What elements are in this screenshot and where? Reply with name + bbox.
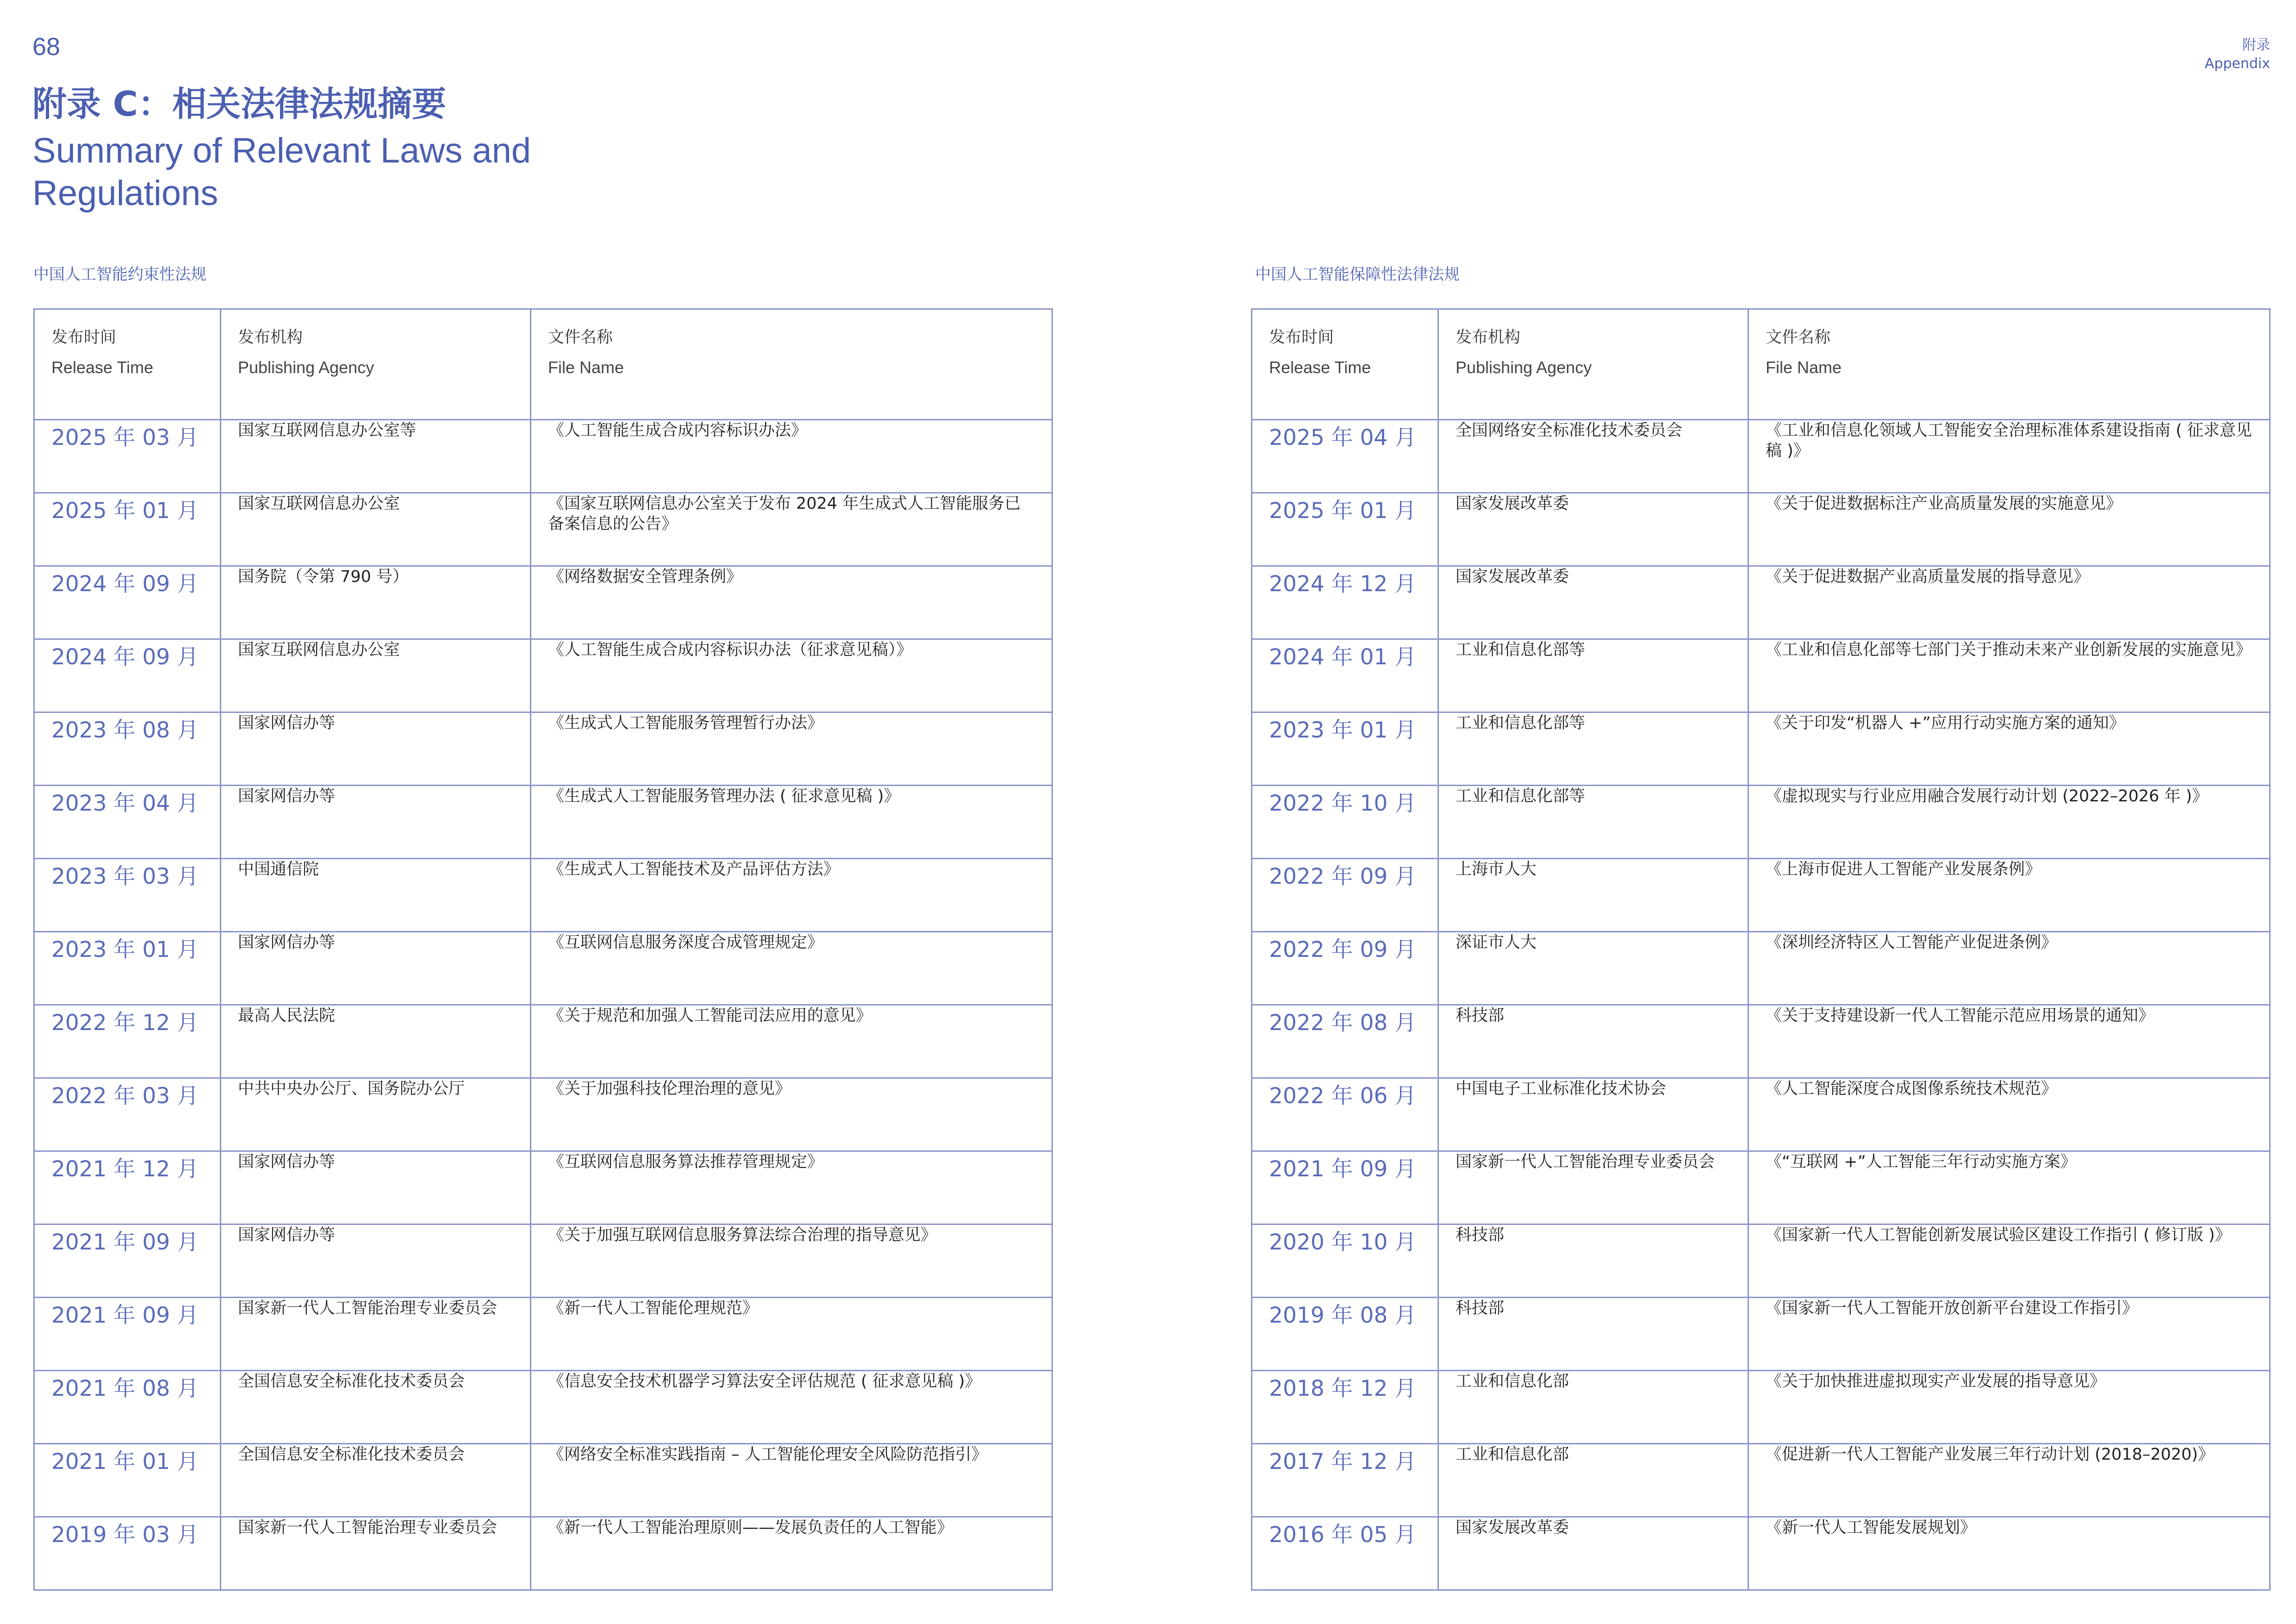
file-name-cell: 《互联网信息服务算法推荐管理规定》	[531, 1151, 1052, 1224]
file-name-cell: 《关于印发“机器人 +”应用行动实施方案的通知》	[1748, 712, 2270, 786]
file-name-cell: 《关于加强科技伦理治理的意见》	[531, 1078, 1052, 1151]
release-time-header-en: Release Time	[51, 358, 154, 377]
publishing-agency-cell: 工业和信息化部等	[1438, 639, 1748, 712]
release-time-cell: 2023 年 03 月	[34, 859, 221, 932]
table-row	[1252, 1444, 2270, 1517]
table-row	[1252, 932, 2270, 1005]
release-time-cell: 2024 年 01 月	[1252, 639, 1438, 712]
publishing-agency-cell: 国家网信办等	[221, 932, 531, 1005]
publishing-agency-cell: 国家发展改革委	[1438, 1517, 1748, 1590]
table-row	[34, 1151, 1052, 1224]
file-name-cell: 《互联网信息服务深度合成管理规定》	[531, 932, 1052, 1005]
publishing-agency-cell: 中国电子工业标准化技术协会	[1438, 1078, 1748, 1151]
table-row	[1252, 859, 2270, 932]
publishing-agency-cell: 国家互联网信息办公室等	[221, 420, 531, 493]
release-time-cell: 2023 年 01 月	[1252, 712, 1438, 786]
release-time-cell: 2025 年 01 月	[1252, 493, 1438, 566]
file-name-cell: 《国家互联网信息办公室关于发布 2024 年生成式人工智能服务已备案信息的公告》	[531, 493, 1052, 566]
release-time-cell: 2019 年 03 月	[34, 1517, 221, 1590]
release-time-cell: 2021 年 12 月	[34, 1151, 221, 1224]
file-name-cell: 《生成式人工智能服务管理暂行办法》	[531, 712, 1052, 786]
release-time-cell: 2022 年 09 月	[1252, 859, 1438, 932]
release-time-cell: 2023 年 08 月	[34, 712, 221, 786]
publishing-agency-cell: 科技部	[1438, 1224, 1748, 1298]
publishing-agency-cell: 全国网络安全标准化技术委员会	[1438, 420, 1748, 493]
file-name-cell: 《网络安全标准实践指南 – 人工智能伦理安全风险防范指引》	[531, 1444, 1052, 1517]
publishing-agency-cell: 国家发展改革委	[1438, 566, 1748, 639]
file-name-cell: 《上海市促进人工智能产业发展条例》	[1748, 859, 2270, 932]
file-name-cell: 《促进新一代人工智能产业发展三年行动计划 (2018–2020)》	[1748, 1444, 2270, 1517]
file-name-cell: 《人工智能深度合成图像系统技术规范》	[1748, 1078, 2270, 1151]
release-time-cell: 2019 年 08 月	[1252, 1298, 1438, 1371]
table-row	[34, 566, 1052, 639]
table-row	[34, 1005, 1052, 1078]
publishing-agency-header	[221, 309, 531, 420]
release-time-header-cn: 发布时间	[51, 328, 117, 347]
file-name-cell: 《工业和信息化部等七部门关于推动未来产业创新发展的实施意见》	[1748, 639, 2270, 712]
table-row	[34, 786, 1052, 859]
file-name-cell: 《深圳经济特区人工智能产业促进条例》	[1748, 932, 2270, 1005]
file-name-cell: 《网络数据安全管理条例》	[531, 566, 1052, 639]
release-time-cell: 2018 年 12 月	[1252, 1371, 1438, 1444]
release-time-cell: 2023 年 01 月	[34, 932, 221, 1005]
file-name-cell: 《信息安全技术机器学习算法安全评估规范 ( 征求意见稿 )》	[531, 1371, 1052, 1444]
publishing-agency-cell: 国家发展改革委	[1438, 493, 1748, 566]
release-time-cell: 2021 年 01 月	[34, 1444, 221, 1517]
page-title-en: Summary of Relevant Laws and Regulations	[32, 131, 531, 213]
publishing-agency-cell: 国务院（令第 790 号）	[221, 566, 531, 639]
release-time-cell: 2023 年 04 月	[34, 786, 221, 859]
file-name-cell: 《关于规范和加强人工智能司法应用的意见》	[531, 1005, 1052, 1078]
table-row	[1252, 566, 2270, 639]
file-name-cell: 《新一代人工智能伦理规范》	[531, 1298, 1052, 1371]
release-time-cell: 2025 年 01 月	[34, 493, 221, 566]
release-time-cell: 2016 年 05 月	[1252, 1517, 1438, 1590]
file-name-header-en: File Name	[1766, 358, 1842, 377]
table-row	[1252, 1517, 2270, 1590]
left-section-label: 中国人工智能约束性法规	[33, 265, 206, 284]
release-time-cell: 2022 年 09 月	[1252, 932, 1438, 1005]
publishing-agency-cell: 工业和信息化部等	[1438, 786, 1748, 859]
publishing-agency-cell: 科技部	[1438, 1298, 1748, 1371]
table-row	[34, 859, 1052, 932]
release-time-cell: 2022 年 08 月	[1252, 1005, 1438, 1078]
file-name-cell: 《虚拟现实与行业应用融合发展行动计划 (2022–2026 年 )》	[1748, 786, 2270, 859]
table-row	[1252, 1224, 2270, 1298]
file-name-cell: 《新一代人工智能治理原则——发展负责任的人工智能》	[531, 1517, 1052, 1590]
publishing-agency-header-en: Publishing Agency	[1456, 358, 1592, 377]
file-name-cell: 《关于加强互联网信息服务算法综合治理的指导意见》	[531, 1224, 1052, 1298]
publishing-agency-cell: 全国信息安全标准化技术委员会	[221, 1371, 531, 1444]
publishing-agency-cell: 工业和信息化部等	[1438, 712, 1748, 786]
file-name-cell: 《人工智能生成合成内容标识办法（征求意见稿）》	[531, 639, 1052, 712]
file-name-cell: 《国家新一代人工智能创新发展试验区建设工作指引 ( 修订版 )》	[1748, 1224, 2270, 1298]
release-time-cell: 2025 年 03 月	[34, 420, 221, 493]
right-section-label: 中国人工智能保障性法律法规	[1255, 265, 1460, 284]
release-time-cell: 2021 年 09 月	[34, 1298, 221, 1371]
publishing-agency-cell: 中国通信院	[221, 859, 531, 932]
table-row	[1252, 1005, 2270, 1078]
release-time-header	[34, 309, 221, 420]
release-time-cell: 2024 年 09 月	[34, 639, 221, 712]
table-header-row	[34, 309, 1052, 420]
table-row	[34, 420, 1052, 493]
publishing-agency-header-en: Publishing Agency	[238, 358, 374, 377]
table-row	[34, 932, 1052, 1005]
publishing-agency-header-cn: 发布机构	[238, 328, 303, 347]
table-row	[34, 1371, 1052, 1444]
publishing-agency-cell: 深证市人大	[1438, 932, 1748, 1005]
file-name-header-cn: 文件名称	[548, 328, 613, 347]
appendix-tag	[2205, 36, 2270, 73]
file-name-cell: 《工业和信息化领域人工智能安全治理标准体系建设指南 ( 征求意见稿 )》	[1748, 420, 2270, 493]
file-name-cell: 《关于加快推进虚拟现实产业发展的指导意见》	[1748, 1371, 2270, 1444]
file-name-cell: 《国家新一代人工智能开放创新平台建设工作指引》	[1748, 1298, 2270, 1371]
file-name-header-cn: 文件名称	[1766, 328, 1831, 347]
release-time-header-en: Release Time	[1269, 358, 1371, 377]
table-row	[34, 712, 1052, 786]
publishing-agency-cell: 科技部	[1438, 1005, 1748, 1078]
support-regulations-table	[1251, 308, 2271, 1591]
file-name-cell: 《关于促进数据产业高质量发展的指导意见》	[1748, 566, 2270, 639]
publishing-agency-cell: 最高人民法院	[221, 1005, 531, 1078]
file-name-cell: 《生成式人工智能服务管理办法 ( 征求意见稿 )》	[531, 786, 1052, 859]
table-row	[1252, 1151, 2270, 1224]
publishing-agency-cell: 国家新一代人工智能治理专业委员会	[221, 1517, 531, 1590]
publishing-agency-cell: 工业和信息化部	[1438, 1371, 1748, 1444]
release-time-cell: 2022 年 06 月	[1252, 1078, 1438, 1151]
file-name-header-en: File Name	[548, 358, 624, 377]
publishing-agency-cell: 国家网信办等	[221, 1224, 531, 1298]
file-name-cell: 《“互联网 +”人工智能三年行动实施方案》	[1748, 1151, 2270, 1224]
publishing-agency-header-cn: 发布机构	[1456, 328, 1521, 347]
release-time-header-cn: 发布时间	[1269, 328, 1334, 347]
table-row	[34, 1444, 1052, 1517]
table-row	[34, 1517, 1052, 1590]
release-time-cell: 2021 年 09 月	[34, 1224, 221, 1298]
table-row	[1252, 786, 2270, 859]
table-row	[34, 1078, 1052, 1151]
table-row	[34, 1224, 1052, 1298]
publishing-agency-cell: 国家互联网信息办公室	[221, 493, 531, 566]
publishing-agency-cell: 国家网信办等	[221, 712, 531, 786]
table-row	[1252, 1078, 2270, 1151]
publishing-agency-header	[1438, 309, 1748, 420]
release-time-cell: 2021 年 09 月	[1252, 1151, 1438, 1224]
release-time-cell: 2024 年 12 月	[1252, 566, 1438, 639]
file-name-cell: 《关于促进数据标注产业高质量发展的实施意见》	[1748, 493, 2270, 566]
file-name-cell: 《新一代人工智能发展规划》	[1748, 1517, 2270, 1590]
table-row	[1252, 712, 2270, 786]
release-time-cell: 2022 年 12 月	[34, 1005, 221, 1078]
table-row	[34, 1298, 1052, 1371]
release-time-cell: 2025 年 04 月	[1252, 420, 1438, 493]
appendix-tag-en: Appendix	[2204, 56, 2270, 72]
publishing-agency-cell: 工业和信息化部	[1438, 1444, 1748, 1517]
table-row	[1252, 639, 2270, 712]
table-row	[1252, 1298, 2270, 1371]
file-name-cell: 《关于支持建设新一代人工智能示范应用场景的通知》	[1748, 1005, 2270, 1078]
publishing-agency-cell: 国家网信办等	[221, 786, 531, 859]
table-row	[1252, 1371, 2270, 1444]
release-time-header	[1252, 309, 1438, 420]
table-row	[1252, 420, 2270, 493]
table-row	[34, 639, 1052, 712]
constraint-regulations-table	[33, 308, 1053, 1591]
file-name-cell: 《生成式人工智能技术及产品评估方法》	[531, 859, 1052, 932]
release-time-cell: 2021 年 08 月	[34, 1371, 221, 1444]
publishing-agency-cell: 中共中央办公厅、国务院办公厅	[221, 1078, 531, 1151]
appendix-tag-cn: 附录	[2242, 37, 2270, 53]
page-title-cn: 附录 C：相关法律法规摘要	[32, 84, 447, 124]
publishing-agency-cell: 国家新一代人工智能治理专业委员会	[221, 1298, 531, 1371]
table-header-row	[1252, 309, 2270, 420]
publishing-agency-cell: 上海市人大	[1438, 859, 1748, 932]
publishing-agency-cell: 国家网信办等	[221, 1151, 531, 1224]
table-row	[34, 493, 1052, 566]
release-time-cell: 2020 年 10 月	[1252, 1224, 1438, 1298]
publishing-agency-cell: 国家新一代人工智能治理专业委员会	[1438, 1151, 1748, 1224]
file-name-header	[1748, 309, 2270, 420]
publishing-agency-cell: 国家互联网信息办公室	[221, 639, 531, 712]
table-row	[1252, 493, 2270, 566]
release-time-cell: 2022 年 10 月	[1252, 786, 1438, 859]
file-name-cell: 《人工智能生成合成内容标识办法》	[531, 420, 1052, 493]
publishing-agency-cell: 全国信息安全标准化技术委员会	[221, 1444, 531, 1517]
release-time-cell: 2017 年 12 月	[1252, 1444, 1438, 1517]
release-time-cell: 2022 年 03 月	[34, 1078, 221, 1151]
page-number: 68	[32, 33, 61, 61]
file-name-header	[531, 309, 1052, 420]
release-time-cell: 2024 年 09 月	[34, 566, 221, 639]
